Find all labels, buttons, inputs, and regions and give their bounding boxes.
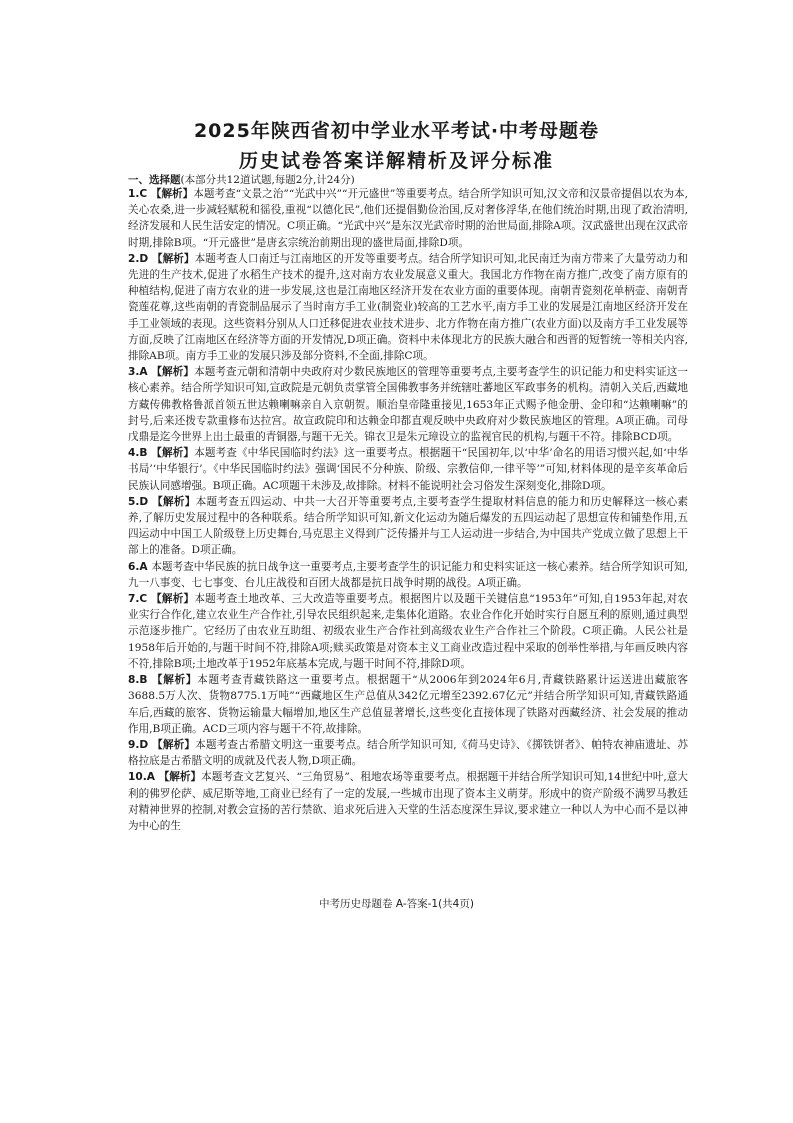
page-title: 2025年陕西省初中学业水平考试·中考母题卷 xyxy=(193,120,600,142)
page-footer: 中考历史母题卷 A-答案-1(共4页) xyxy=(319,898,474,910)
section-note: (本部分共12道试题,每题2分,计24分) xyxy=(180,174,355,186)
answer-choice: C xyxy=(139,188,151,200)
analysis-tag: 【解析】 xyxy=(151,674,198,687)
answer-choice: D xyxy=(139,738,153,751)
analysis-tag: 【解析】 xyxy=(150,188,194,200)
analysis-text: 本题考查古希腊文明这一重要考点。结合所学知识可知,《荷马史诗》、《掷铁饼者》、帕特农神庙遗址、苏格拉底是古希腊文明的成就及代表人物,D项正确。 xyxy=(128,738,689,768)
section-heading xyxy=(128,172,688,187)
answer-item xyxy=(128,559,688,591)
answer-choice: B xyxy=(139,674,152,687)
answer-choice: A xyxy=(146,771,159,784)
analysis-text: 本题考查文艺复兴、“三角贸易”、租地农场等重要考点。根据题干并结合所学知识可知,14世纪中叶,意大利的佛罗伦萨、威尼斯等地,工商业已经有了一定的发展,一些城市出现了资本主义萌芽。形成中的资产阶级不满罗马教廷对精神世界的控制,对教会宣扬的苦行禁欲、追求死后进入天堂的生活态度深生异议,要求建立一种以人为中心而不是以神为中心的生 xyxy=(128,771,689,832)
analysis-text: 本题考查人口南迁与江南地区的开发等重要考点。结合所学知识可知,北民南迁为南方带来了大量劳动力和先进的生产技术,促进了水稻生产技术的提升,这对南方农业发展意义重大。我国北方作物在南方推广,改变了南方原有的种植结构,促进了南方农业的进一步发展,这也是江南地区经济开发在农业方面的重要体现。南朝青瓷刻花单柄壶、南朝青瓷莲花尊,这些南朝的青瓷制品展示了当时南方手工业(制瓷业)较高的工艺水平,南方手工业的发展是江南地区经济开发在手工业领域的表现。这些资料分别从人口迁移促进农业技术进步、北方作物在南方推广(农业方面)以及南方手工业发展等方面,反映了江南地区在经济等方面的开发情况,D项正确。资料中未体现北方的民族大融合和西晋的短暂统一等相关内容,排除AB项。南方手工业的发展只涉及部分资料,不全面,排除C项。 xyxy=(128,252,689,363)
answer-choice: A xyxy=(139,560,152,573)
answer-number: 6. xyxy=(128,560,140,573)
analysis-tag: 【解析】 xyxy=(151,366,195,379)
analysis-text: 本题考查元朝和清朝中央政府对少数民族地区的管理等重要考点,主要考查学生的识记能力和史料实证这一核心素养。结合所学知识可知,宣政院是元朝负责掌管全国佛教事务并统辖吐蕃地区军政事务的机构。清朝入关后,西藏地方藏传佛教格鲁派首领五世达赖喇嘛亲自入京朝贺。顺治皇帝隆重接见,1653年正式赐予他金册、金印和“达赖喇嘛”的封号,后来还拨专款重修布达拉宫。故宣政院印和达赖金印都直观反映中央政府对少数民族地区的管理。A项正确。司母戊鼎是迄今世界上出土最重的青铜器,与题干无关。锦衣卫是朱元璋设立的监视官民的机构,与题干不符。排除BCD项。 xyxy=(128,366,689,444)
analysis-tag: 【解析】 xyxy=(152,738,196,751)
answer-number: 4. xyxy=(128,447,140,460)
answer-number: 5. xyxy=(128,495,140,508)
answer-list xyxy=(128,186,688,834)
answer-number: 9. xyxy=(128,738,140,751)
answer-number: 7. xyxy=(128,593,140,606)
answer-choice: C xyxy=(139,593,152,606)
answer-item xyxy=(128,364,688,445)
answer-number: 8. xyxy=(128,674,140,687)
answer-choice: D xyxy=(139,495,153,508)
answer-number: 2. xyxy=(128,252,140,265)
answer-number: 10. xyxy=(128,771,147,784)
analysis-text: 本题考查青藏铁路这一重要考点。根据题干“从2006年到2024年6月,青藏铁路累计运送进出藏旅客3688.5万人次、货物8775.1万吨”“西藏地区生产总值从342亿元增至2392.67亿元”并结合所学知识可知,青藏铁路通车后,西藏的旅客、货物运输量大幅增加,地区生产总值显著增长,这些变化直接体现了铁路对西藏经济、社会发展的推动作用,B项正确。ACD三项内容与题干不符,故排除。 xyxy=(128,674,688,735)
analysis-tag: 【解析】 xyxy=(158,771,202,784)
analysis-tag: 【解析】 xyxy=(151,252,195,265)
answer-choice: A xyxy=(139,366,152,379)
answer-choice: B xyxy=(139,447,152,460)
analysis-text: 本题考查土地改革、三大改造等重要考点。根据图片以及题干关键信息“1953年”可知,自1953年起,对农业实行合作化,建立农业生产合作社,引导农民组织起来,走集体化道路。农业合作化开始时实行自愿互利的原则,通过典型示范逐步推广。它经历了由农业互助组、初级农业生产合作社到高级农业生产合作社三个阶段。C项正确。人民公社是1958年后开始的,与题干时间不符,排除A项;赎买政策是对资本主义工商业改造过程中采取的创举性举措,与年画反映内容不符,排除B项;土地改革于1952年底基本完成,与题干时间不符,排除D项。 xyxy=(128,593,689,670)
analysis-text: 本题考查“文景之治”“光武中兴”“开元盛世”等重要考点。结合所学知识可知,汉文帝和汉景帝提倡以农为本,关心农桑,进一步减轻赋税和徭役,重视“以德化民”,他们还提倡勤俭治国,反对奢侈浮华,在他们统治时期,出现了政治清明,经济发展和人民生活安定的情况。C项正确。“光武中兴”是东汉光武帝时期的治世局面,排除A项。汉武盛世出现在汉武帝时期,排除B项。“开元盛世”是唐玄宗统治前期出现的盛世局面,排除D项。 xyxy=(128,188,689,249)
page-subtitle: 历史试卷答案详解精析及评分标准 xyxy=(238,150,554,172)
answer-item xyxy=(128,186,688,251)
answer-choice: D xyxy=(139,252,152,265)
analysis-text: 本题考查《中华民国临时约法》这一重要考点。根据题干“民国初年,以‘中华’命名的用语习惯兴起,如‘中华书局’‘中华银行’。《中华民国临时约法》强调‘国民不分种族、阶级、宗教信仰,一律平等’”可知,材料体现的是辛亥革命后民族认同感增强。B项正确。AC项题干未涉及,故排除。材料不能说明社会习俗发生深刻变化,排除D项。 xyxy=(128,447,689,492)
answer-item xyxy=(128,494,688,559)
analysis-text: 本题考查中华民族的抗日战争这一重要考点,主要考查学生的识记能力和史料实证这一核心素养。结合所学知识可知,九一八事变、七七事变、台儿庄战役和百团大战都是抗日战争时期的战役。A项正确。 xyxy=(128,560,689,589)
section-title: 一、选择题 xyxy=(128,174,181,186)
analysis-text: 本题考查五四运动、中共一大召开等重要考点,主要考查学生提取材料信息的能力和历史解释这一核心素养,了解历史发展过程中的各种联系。结合所学知识可知,新文化运动为随后爆发的五四运动起了思想宣传和铺垫作用,五四运动中中国工人阶级登上历史舞台,马克思主义得到广泛传播并与工人运动进一步结合,为中国共产党成立做了思想上干部上的准备。D项正确。 xyxy=(128,495,688,557)
answer-item xyxy=(128,737,688,769)
answer-item xyxy=(128,591,688,672)
analysis-tag: 【解析】 xyxy=(151,447,195,460)
answer-number: 1. xyxy=(128,188,140,200)
analysis-tag: 【解析】 xyxy=(152,495,196,508)
answer-number: 3. xyxy=(128,366,140,379)
analysis-tag: 【解析】 xyxy=(151,593,195,606)
answer-item xyxy=(128,672,688,737)
answer-item xyxy=(128,445,688,494)
answer-item xyxy=(128,769,688,834)
answer-item xyxy=(128,251,688,364)
